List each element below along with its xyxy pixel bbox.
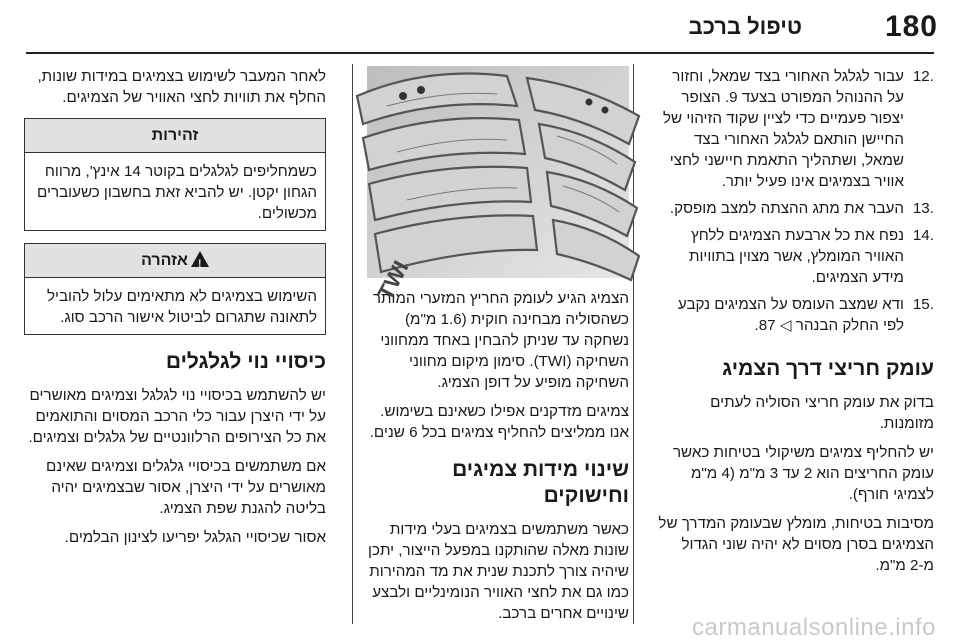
tread-depth-paragraph-2: יש להחליף צמיגים משיקולי בטיחות כאשר עומק החריצים הוא 2 עד 3 מ"מ (4 מ"מ לצמיגי חורף). [672, 444, 934, 503]
aging-paragraph: צמיגים מזדקנים אפילו כשאינם בשימוש. אנו ממליצים להחליף צמיגים בכל 6 שנים. [369, 403, 629, 441]
list-item [654, 294, 934, 336]
list-item [654, 66, 934, 192]
tread-depth-paragraph-1: בדוק את עומק חריצי הסוליה לעתים מזומנות. [710, 394, 934, 432]
list-item-text: עבור לגלגל האחורי בצד שמאל, וחזור על ההנוהל המפורט בצעד 9. הצופר יצפור פעמיים כדי לציין שקוד הזיהוי של החיישן הותאם לגלגל האחורי בצד שמאל, ושתהליך התאמת חיישני לחצי אוויר בצמיגים אינו פעיל יותר. [662, 68, 904, 190]
warning-box [24, 243, 326, 335]
tire-size-paragraph: כאשר משתמשים בצמיגים בעלי מידות שונות מאלה שהותקנו במפעל הייצור, יתכן שיהיה צורך לתכנת שנית את מד המהירות כמו גם את לחצי האוויר הנומינליים ולבצע שינויים אחרים ברכב. [368, 521, 629, 622]
tread-depth-paragraph-3: מסיבות בטיחות, מומלץ שבעומק המדרך של הצמיגים בסרן מסוים לא יהיה שוני הגדול מ-2 מ"מ. [658, 515, 934, 574]
section-title: טיפול ברכב [688, 14, 802, 39]
list-item-number: .12 [912, 68, 934, 85]
caution-text: כשמחליפים לגלגלים בקוטר 14 אינץ', מרווח הגחון יקטן. יש להביא זאת בחשבון כשעוברים מכשולים. [37, 163, 317, 222]
wheel-covers-paragraph-1: יש להשתמש בכיסויי נוי לגלגל וצמיגים מאושרים על ידי היצרן עבור כלי הרכב המסוים והתואמים את כל הצירופים הרלוונטיים של גלגלים וצמיגים. [28, 387, 326, 446]
tire-tread-illustration [367, 66, 629, 304]
page-header [0, 0, 960, 52]
left-column [24, 66, 326, 556]
tire-size-heading: שינוי מידות צמיגים וחישוקים [452, 458, 629, 507]
caution-box [24, 118, 326, 231]
page-number: 180 [884, 10, 938, 43]
wheel-covers-paragraph-3: אסור שכיסויי הגלגל יפריעו לצינון הבלמים. [64, 529, 326, 546]
warning-text: השימוש בצמיגים לא מתאימים עלול להוביל לתאונה שתגרום לביטול אישור הרכב סוג. [46, 288, 317, 326]
list-item [654, 198, 934, 219]
tread-depth-heading: עומק חריצי דרך הצמיג [722, 357, 934, 380]
warning-title-row [25, 244, 325, 278]
list-item-text: נפח את כל ארבעת הצמיגים ללחץ האוויר המומלץ, אשר מצוין בתוויות מידע הצמיגים. [688, 227, 904, 286]
list-item-number: .14 [912, 227, 934, 244]
watermark: carmanualsonline.info [692, 614, 936, 641]
middle-column [367, 66, 629, 632]
wheel-covers-paragraph-2: אם משתמשים בכיסויי גלגלים וצמיגים שאינם מאושרים על ידי היצרן, אסור שבצמיגים יהיה בליטה להגנת שפת הצמיג. [45, 458, 326, 517]
list-item-text: ודא שמצב העומס על הצמיגים נקבע לפי החלק הבנהר ◁ 87. [677, 296, 904, 334]
warning-title: אזהרה [141, 252, 188, 269]
warning-triangle-icon [191, 251, 209, 267]
column-divider-right [633, 64, 634, 624]
figure-caption: הצמיג הגיע לעומק החריץ המזערי המותר כשהסוליה מבחינה חוקית (1.6 מ"מ) נשחקה עד שניתן להבחין באחד ממחווני השחיקה (TWI). סימון מיקום מחווני השחיקה מופיע על דופן הצמיג. [372, 290, 629, 391]
list-item [654, 225, 934, 288]
caution-title: זהירות [25, 119, 325, 153]
label-change-paragraph: לאחר המעבר לשימוש בצמיגים במידות שונות, החלף את תוויות לחצי האוויר של הצמיגים. [37, 68, 326, 106]
wheel-covers-heading: כיסויי נוי לגלגלים [165, 350, 326, 373]
tire-figure-label: TWI [372, 256, 414, 304]
tire-tread-figure [367, 66, 629, 304]
header-rule [26, 52, 934, 54]
right-column [654, 66, 934, 584]
list-item-number: .13 [912, 200, 934, 217]
list-item-number: .15 [912, 296, 934, 313]
list-item-text: העבר את מתג ההצתה למצב מופסק. [669, 200, 904, 217]
column-divider-left [352, 64, 353, 624]
